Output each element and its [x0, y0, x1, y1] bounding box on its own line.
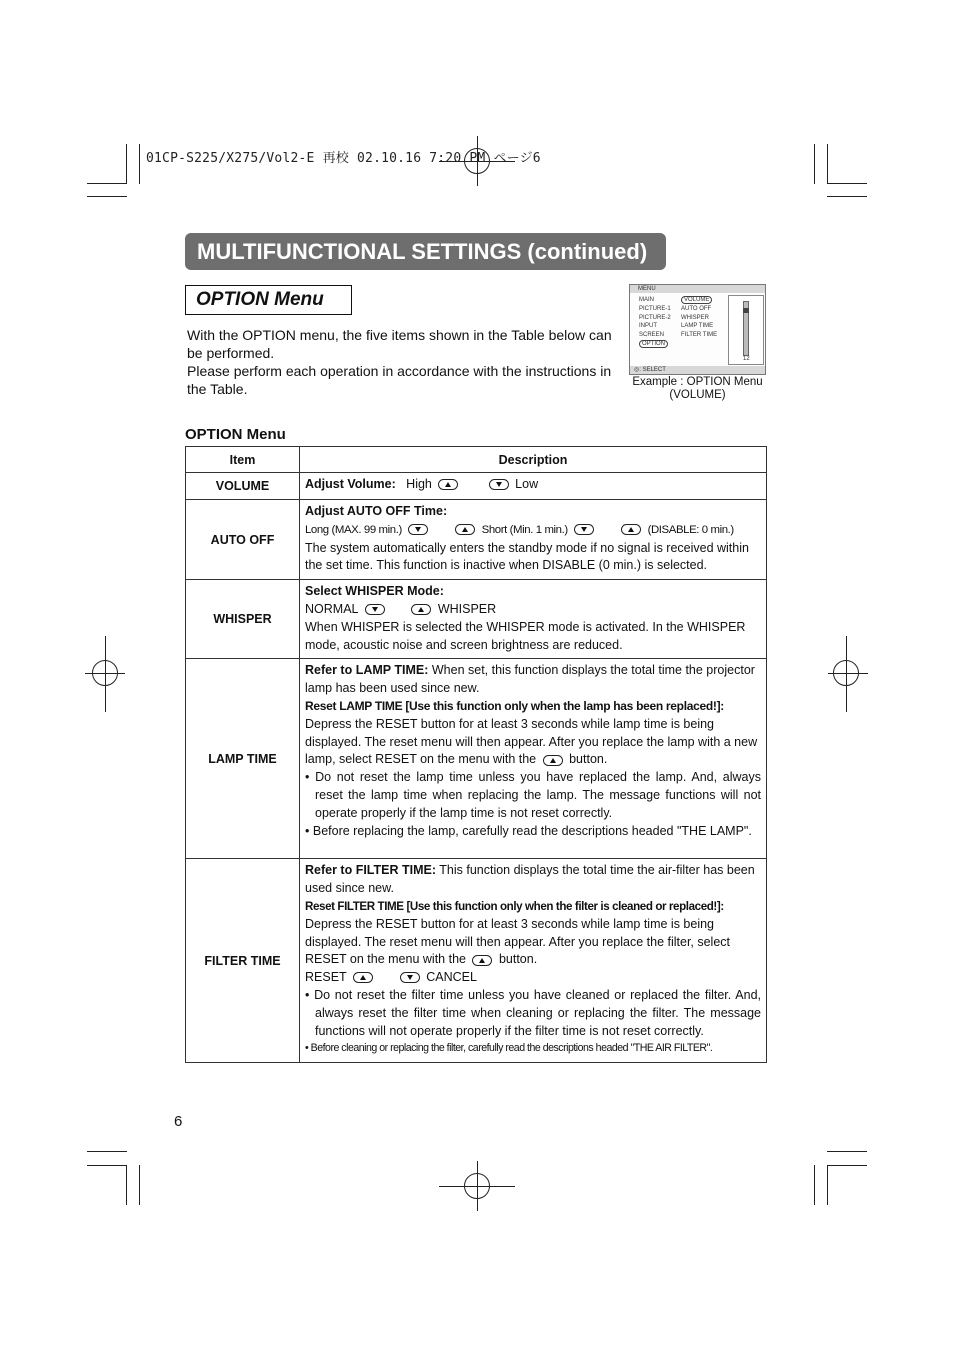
crop-mark — [827, 196, 867, 197]
item-auto-off: AUTO OFF — [186, 500, 300, 580]
item-volume: VOLUME — [186, 473, 300, 500]
bullet-item: • Do not reset the filter time unless you have cleaned or replaced the filter. And, always reset the filter time when cleaning or replacing the filter. The message functions will not operate properly if the filter time is not reset correctly. — [305, 987, 761, 1038]
header-description: Description — [300, 447, 767, 473]
crop-mark — [827, 1165, 867, 1166]
registration-mark — [105, 636, 106, 712]
bullet-item: • Before replacing the lamp, carefully read the descriptions headed "THE LAMP". — [305, 823, 752, 838]
up-arrow-key-icon — [455, 524, 475, 535]
volume-slider-track — [743, 301, 749, 356]
crop-mark — [87, 196, 127, 197]
menu-example-main-item-selected: OPTION — [639, 340, 668, 348]
menu-example-main-item: INPUT — [639, 323, 657, 330]
up-arrow-key-icon — [472, 955, 492, 966]
menu-example-thumbnail — [629, 284, 766, 375]
crop-mark — [139, 144, 140, 184]
registration-mark — [477, 1161, 478, 1211]
table-row-volume — [186, 473, 767, 500]
desc-filter-time: Refer to FILTER TIME: This function displays the total time the air-filter has been used since new. Reset FILTER TIME [Use this function only when the filter is cleaned or replaced!]: Depress the RESET button for at least 3 seconds while lamp time is being displayed. The reset menu will then appear. After you replace the filter, select RESET on the menu with the button. RESET CANCEL • Do not reset the filter time unless you have cleaned or replaced the filter. And, always reset the filter time when cleaning or replacing the filter. The message functions will not operate properly if the filter time is not reset correctly. • Before cleaning or replacing the filter, carefully read the descriptions headed "THE AIR FILTER". — [300, 859, 767, 1063]
registration-mark — [828, 673, 868, 674]
intro-line-1: With the OPTION menu, the five items shown in the Table below can be performed. — [187, 327, 612, 361]
up-arrow-key-icon — [353, 972, 373, 983]
up-arrow-key-icon — [411, 604, 431, 615]
select-icon: ◎ — [634, 367, 640, 373]
table-row-whisper — [186, 580, 767, 659]
menu-example-main-item: PICTURE-1 — [639, 305, 671, 312]
up-arrow-key-icon — [621, 524, 641, 535]
table-row-lamp-time — [186, 659, 767, 859]
item-lamp-time: LAMP TIME — [186, 659, 300, 859]
menu-example-sub-item: FILTER TIME — [681, 332, 718, 339]
menu-example-title: MENU — [630, 285, 765, 293]
table-title: OPTION Menu — [185, 426, 286, 443]
table-row-auto-off — [186, 500, 767, 580]
print-header: 01CP-S225/X275/Vol2-E 再校 02.10.16 7:20 PM ページ6 — [146, 151, 541, 166]
crop-mark — [126, 1165, 127, 1205]
menu-example-footer: ◎: SELECT — [630, 366, 765, 374]
volume-slider-box — [728, 295, 764, 365]
intro-line-2: Please perform each operation in accordance with the instructions in the Table. — [187, 363, 612, 397]
volume-slider-value: 12 — [743, 356, 750, 362]
down-arrow-key-icon — [365, 604, 385, 615]
up-arrow-key-icon — [438, 479, 458, 490]
menu-example-sub-item: AUTO OFF — [681, 305, 712, 312]
crop-mark — [87, 1165, 127, 1166]
menu-example-main-item: PICTURE-2 — [639, 314, 671, 321]
desc-whisper: Select WHISPER Mode: NORMAL WHISPER When WHISPER is selected the WHISPER mode is activated. In the WHISPER mode, acoustic noise and screen brightness are reduced. — [300, 580, 767, 659]
option-table — [185, 446, 767, 1063]
bullet-item: • Do not reset the lamp time unless you have replaced the lamp. And, always reset the lamp time when replacing the lamp. The message functions will not operate properly if the lamp time is not reset correctly. — [305, 770, 761, 820]
menu-example-caption — [626, 376, 769, 402]
crop-mark — [87, 1151, 127, 1152]
crop-mark — [139, 1165, 140, 1205]
down-arrow-key-icon — [489, 479, 509, 490]
down-arrow-key-icon — [574, 524, 594, 535]
crop-mark — [827, 183, 867, 184]
menu-example-main-list — [639, 296, 671, 349]
menu-example-sub-item: LAMP TIME — [681, 323, 714, 330]
caption-line-1: Example : OPTION Menu — [632, 376, 763, 388]
desc-volume: Adjust Volume: High Low — [300, 473, 767, 500]
menu-example-main-item: MAIN — [639, 297, 654, 303]
down-arrow-key-icon — [408, 524, 428, 535]
registration-mark — [846, 636, 847, 712]
header-item: Item — [186, 447, 300, 473]
table-header-row — [186, 447, 767, 473]
menu-example-main-item: SCREEN — [639, 332, 665, 339]
crop-mark — [126, 144, 127, 184]
crop-mark — [814, 1165, 815, 1205]
item-whisper: WHISPER — [186, 580, 300, 659]
caption-line-2: (VOLUME) — [669, 389, 726, 401]
crop-mark — [87, 183, 127, 184]
volume-slider-knob — [743, 308, 749, 313]
bullet-item: • Before cleaning or replacing the filter, carefully read the descriptions headed "THE AIR FILTER". — [305, 1042, 713, 1055]
table-row-filter-time — [186, 859, 767, 1063]
desc-auto-off: Adjust AUTO OFF Time: Long (MAX. 99 min.) Short (Min. 1 min.) (DISABLE: 0 min.) The system automatically enters the standby mode if no signal is received within the set time. This function is inactive when DISABLE (0 min.) is selected. — [300, 500, 767, 580]
menu-example-sub-item-selected: VOLUME — [681, 296, 712, 304]
crop-mark — [827, 1151, 867, 1152]
intro-text — [187, 326, 617, 398]
section-title: OPTION Menu — [185, 285, 352, 315]
crop-mark — [814, 144, 815, 184]
down-arrow-key-icon — [400, 972, 420, 983]
desc-lamp-time: Refer to LAMP TIME: When set, this function displays the total time the projector lamp has been used since new. Reset LAMP TIME [Use this function only when the lamp has been replaced!]: Depress the RESET button for at least 3 seconds while lamp time is being displayed. The reset menu will then appear. After you replace the lamp with a new lamp, select RESET on the menu with the button. • Do not reset the lamp time unless you have replaced the lamp. And, always reset the lamp time when replacing the lamp. The message functions will not operate properly if the lamp time is not reset correctly. • Before replacing the lamp, carefully read the descriptions headed "THE LAMP". — [300, 659, 767, 859]
page-banner: MULTIFUNCTIONAL SETTINGS (continued) — [185, 233, 666, 270]
up-arrow-key-icon — [543, 755, 563, 766]
crop-mark — [827, 144, 828, 184]
crop-mark — [827, 1165, 828, 1205]
page-number: 6 — [174, 1113, 183, 1130]
menu-example-sub-item: WHISPER — [681, 314, 710, 321]
item-filter-time: FILTER TIME — [186, 859, 300, 1063]
menu-example-sub-list — [681, 296, 717, 340]
